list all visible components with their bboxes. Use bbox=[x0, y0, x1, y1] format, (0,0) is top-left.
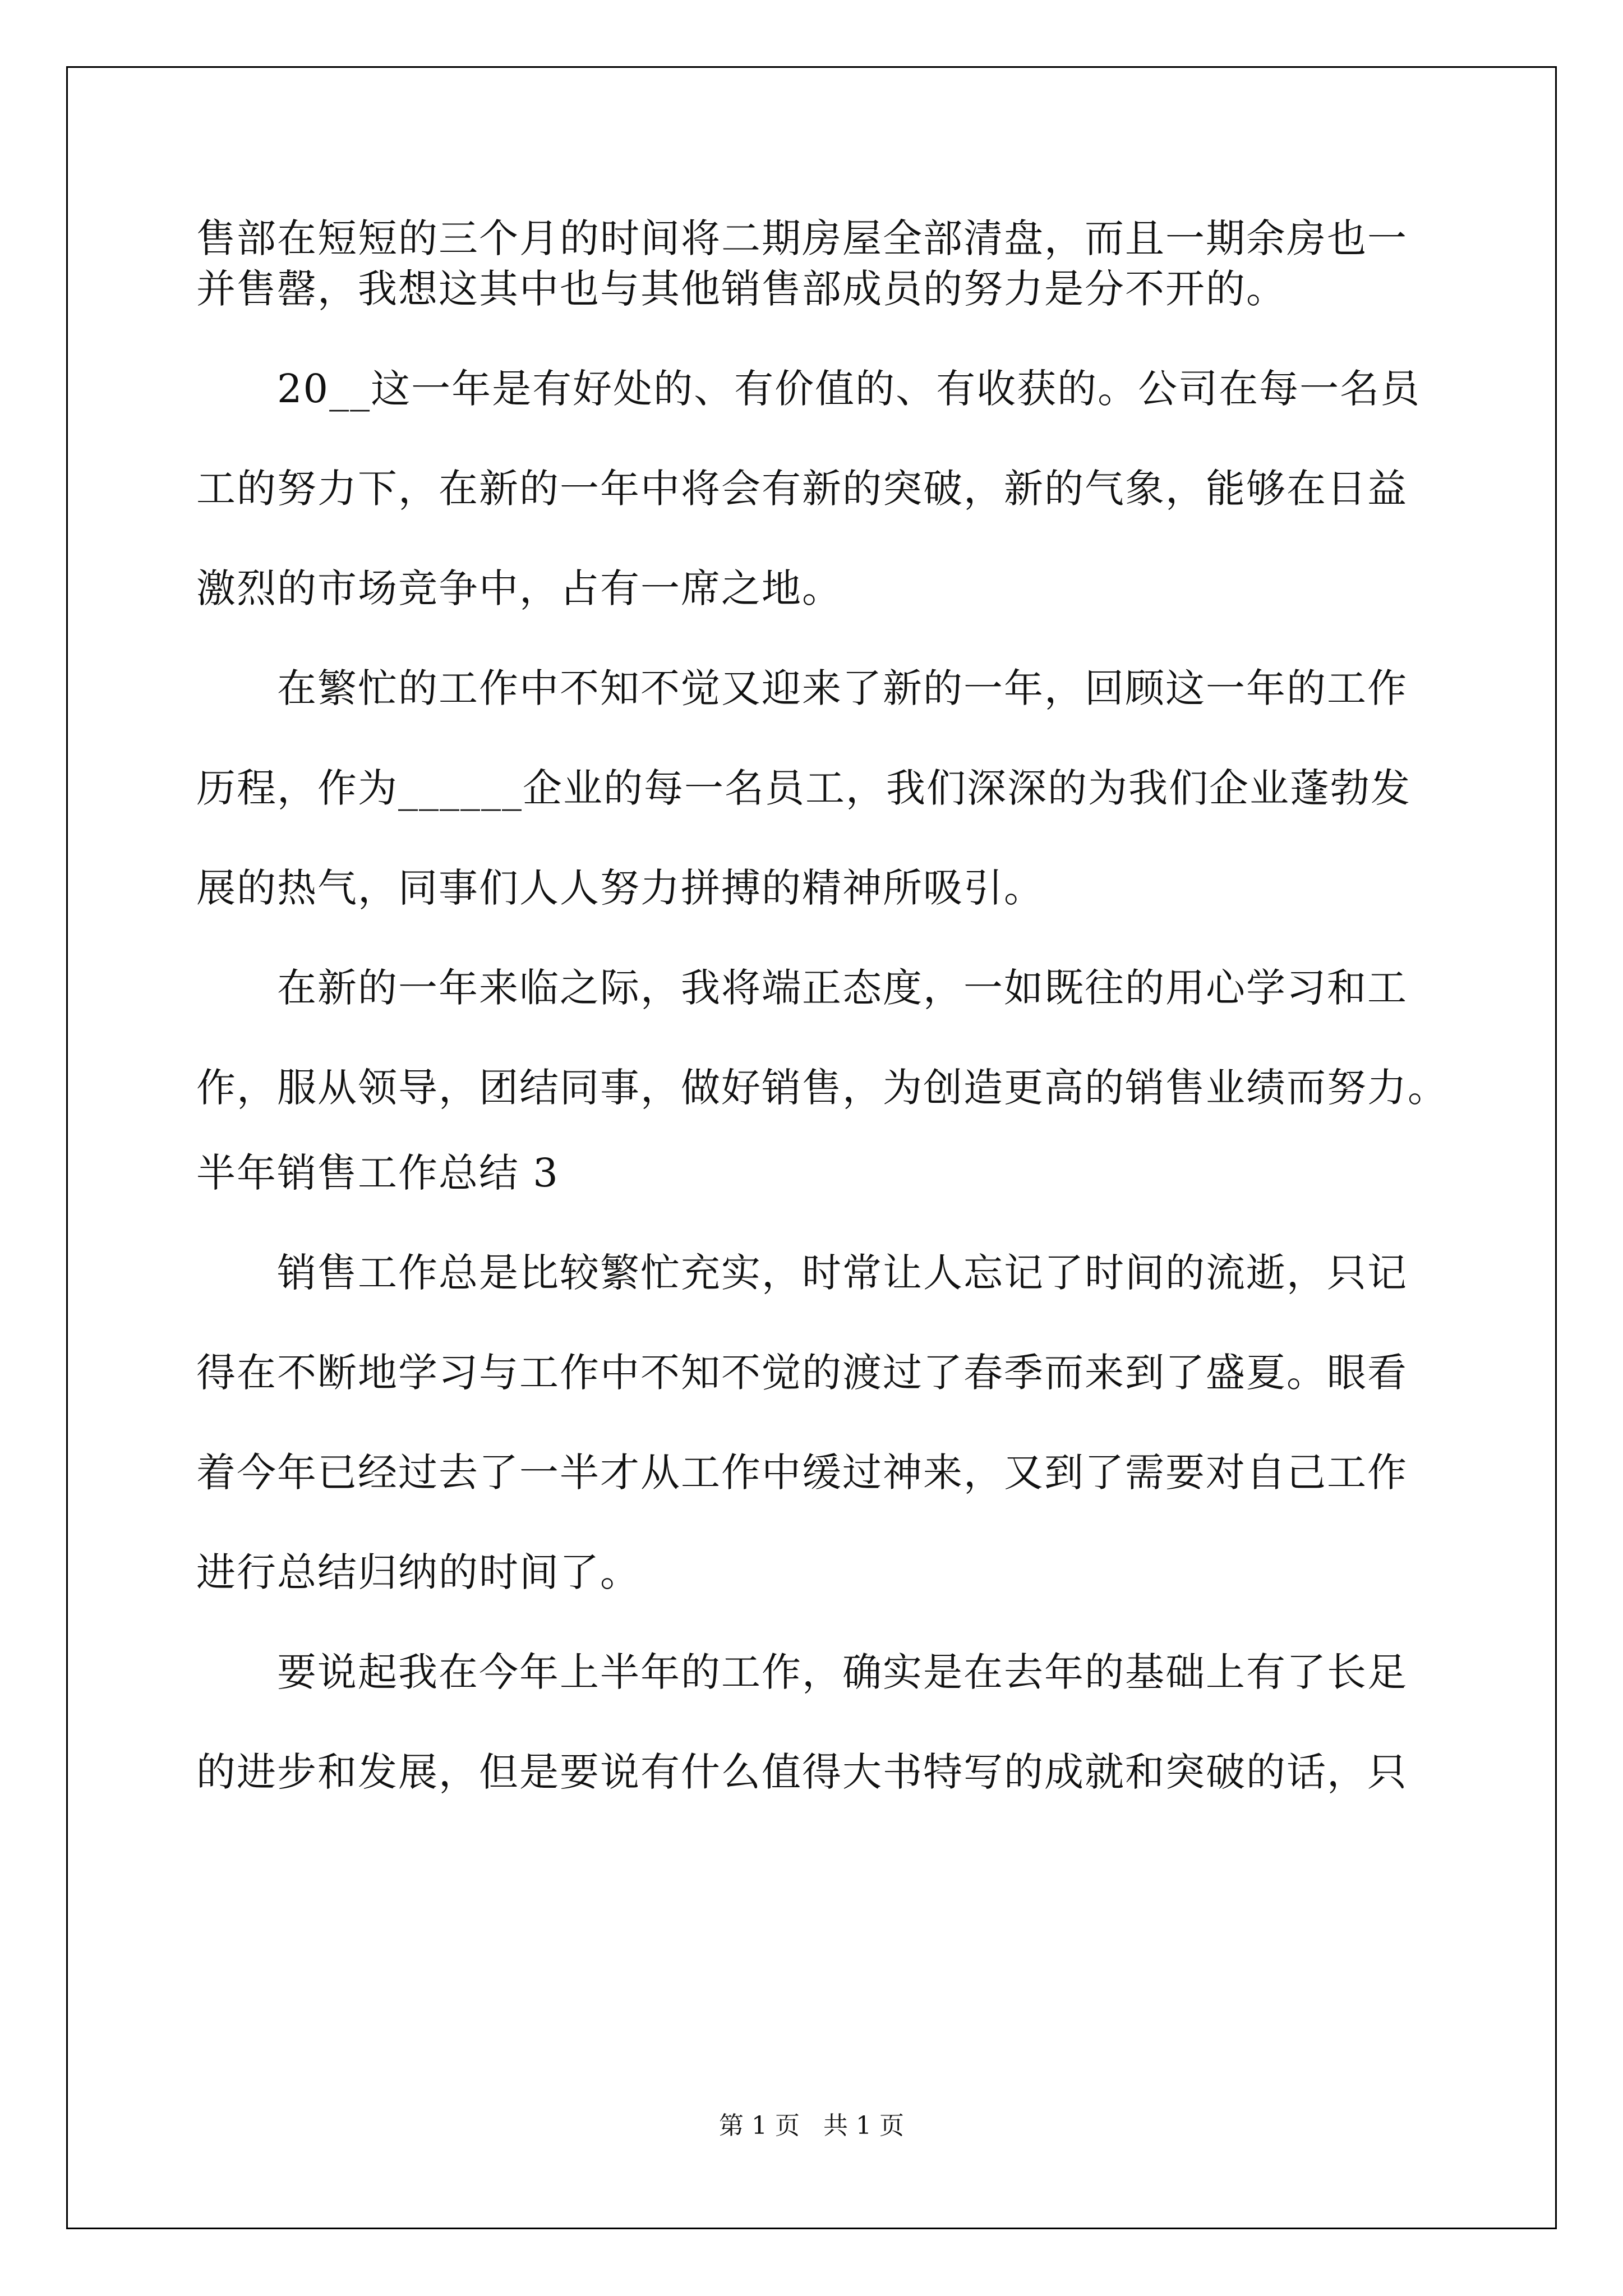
paragraph bbox=[196, 1647, 1430, 1797]
text-line: 售部在短短的三个月的时间将二期房屋全部清盘，而且一期余房也一 bbox=[196, 215, 1408, 261]
paragraph bbox=[196, 364, 1430, 614]
page-footer bbox=[0, 2110, 1623, 2142]
text-line: 在新的一年来临之际，我将端正态度，一如既往的用心学习和工 bbox=[277, 965, 1408, 1011]
paragraph bbox=[196, 963, 1448, 1113]
document-body bbox=[196, 213, 1448, 1797]
text-line: 的进步和发展，但是要说有什么值得大书特写的成就和突破的话，只 bbox=[196, 1749, 1408, 1795]
paragraph bbox=[196, 213, 1430, 314]
section-heading: 半年销售工作总结 3 bbox=[196, 1150, 559, 1196]
text-line: 激烈的市场竞争中，占有一席之地。 bbox=[196, 565, 842, 611]
text-line: 进行总结归纳的时间了。 bbox=[196, 1549, 640, 1595]
text-line: 要说起我在今年上半年的工作，确实是在去年的基础上有了长足 bbox=[277, 1649, 1408, 1695]
text-line: 展的热气，同事们人人努力拼搏的精神所吸引。 bbox=[196, 865, 1044, 911]
text-line: 并售罄，我想这其中也与其他销售部成员的努力是分不开的。 bbox=[196, 266, 1287, 312]
paragraph bbox=[196, 663, 1430, 913]
text-line: 历程，作为______企业的每一名员工，我们深深的为我们企业蓬勃发 bbox=[196, 765, 1411, 811]
page-number: 第 1 页 bbox=[719, 2111, 800, 2140]
text-line: 20__这一年是有好处的、有价值的、有收获的。公司在每一名员 bbox=[277, 366, 1421, 412]
text-line: 作，服从领导，团结同事，做好销售，为创造更高的销售业绩而努力。 bbox=[196, 1065, 1448, 1111]
text-line: 着今年已经过去了一半才从工作中缓过神来，又到了需要对自己工作 bbox=[196, 1450, 1408, 1496]
paragraph bbox=[196, 1248, 1430, 1598]
text-line: 工的努力下，在新的一年中将会有新的突破，新的气象，能够在日益 bbox=[196, 466, 1408, 512]
text-line: 在繁忙的工作中不知不觉又迎来了新的一年，回顾这一年的工作 bbox=[277, 665, 1408, 711]
text-line: 销售工作总是比较繁忙充实，时常让人忘记了时间的流逝，只记 bbox=[277, 1250, 1408, 1296]
text-line: 得在不断地学习与工作中不知不觉的渡过了春季而来到了盛夏。眼看 bbox=[196, 1350, 1408, 1396]
page-total: 共 1 页 bbox=[823, 2111, 904, 2140]
